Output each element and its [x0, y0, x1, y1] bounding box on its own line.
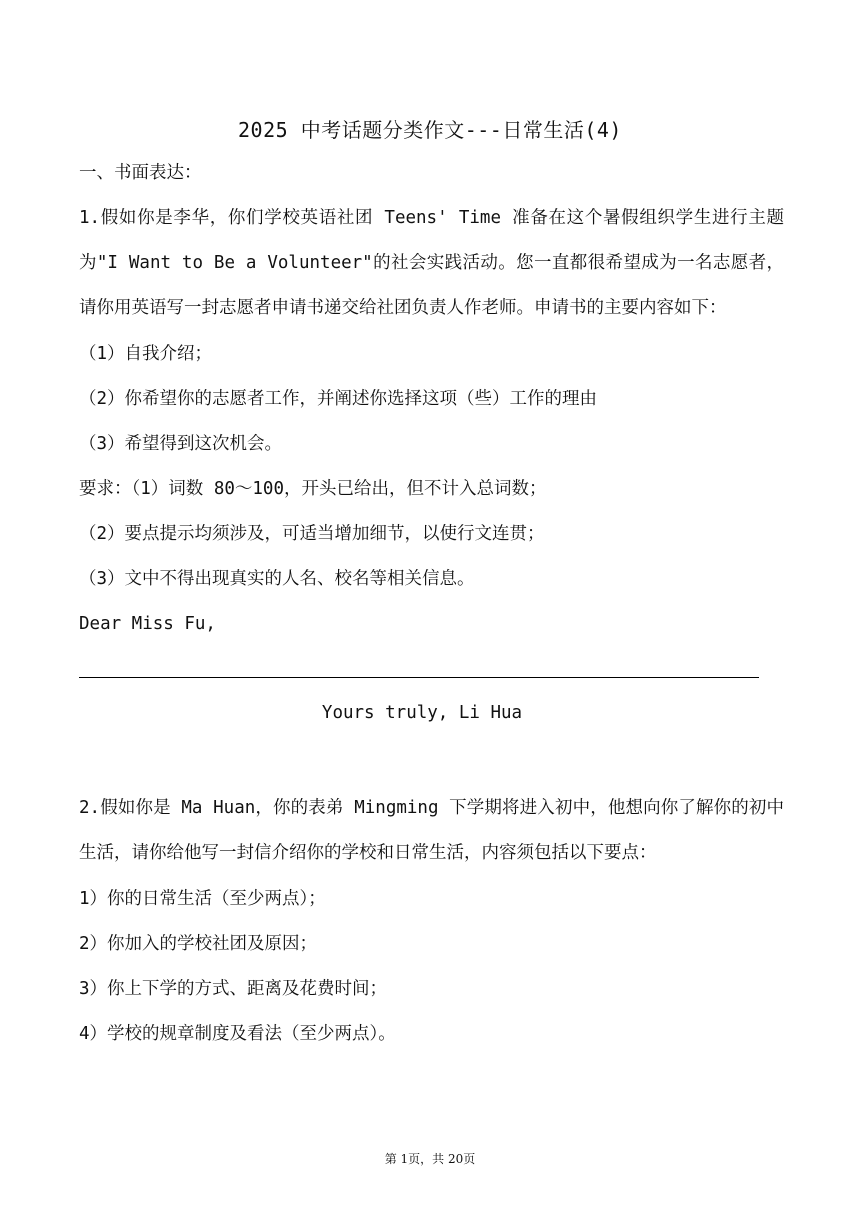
question-2-point: 2）你加入的学校社团及原因； — [79, 934, 318, 954]
answer-writing-line — [79, 677, 759, 678]
page-number-footer: 第 1页，共 20页 — [384, 1152, 476, 1166]
requirement-line: （2）要点提示均须涉及，可适当增加细节，以使行文连贯； — [79, 524, 545, 544]
question-1-point: （1）自我介绍； — [79, 344, 213, 364]
question-2-point: 3）你上下学的方式、距离及花费时间； — [79, 979, 388, 999]
question-1-point: （3）希望得到这次机会。 — [79, 434, 283, 454]
question-2-point: 1）你的日常生活（至少两点）； — [79, 889, 326, 909]
letter-salutation: Dear Miss Fu, — [79, 614, 216, 634]
question-2-point: 4）学校的规章制度及看法（至少两点）。 — [79, 1024, 396, 1044]
document-body — [79, 160, 784, 1066]
requirement-line: （3）文中不得出现真实的人名、校名等相关信息。 — [79, 569, 475, 589]
letter-signoff: Yours truly, Li Hua — [321, 703, 523, 723]
question-1-point: （2）你希望你的志愿者工作，并阐述你选择这项（些）工作的理由 — [79, 389, 598, 409]
section-heading: 一、书面表达： — [79, 163, 202, 183]
page-title: 2025 中考话题分类作文---日常生活(4) — [238, 118, 622, 142]
question-1-prompt: 1.假如你是李华，你们学校英语社团 Teens' Time 准备在这个暑假组织学生进行主题为"I Want to Be a Volunteer"的社会实践活动。您一直都很希望成为一名志愿者，请你用英语写一封志愿者申请书递交给社团负责人作老师。申请书的主要内容如下： — [79, 208, 784, 318]
requirement-line: 要求：（1）词数 80～100，开头已给出，但不计入总词数； — [79, 479, 547, 499]
question-2-prompt: 2.假如你是 Ma Huan，你的表弟 Mingming 下学期将进入初中，他想向你了解你的初中生活，请你给他写一封信介绍你的学校和日常生活，内容须包括以下要点： — [79, 798, 784, 863]
